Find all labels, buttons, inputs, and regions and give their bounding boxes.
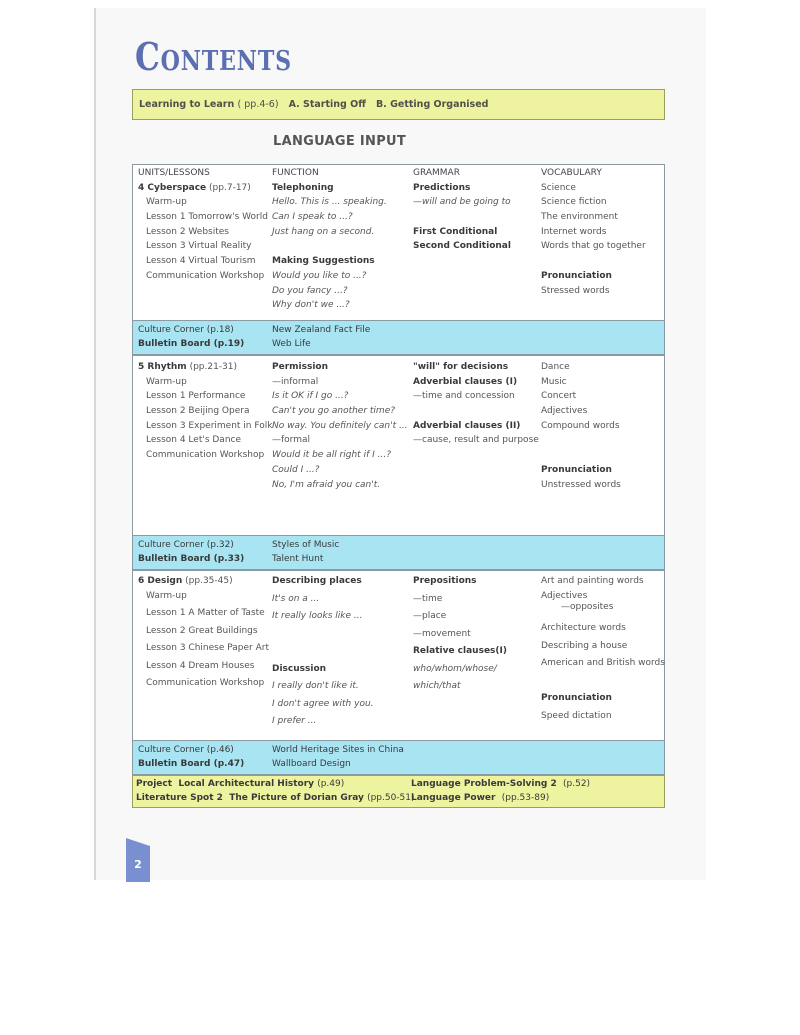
function-item: Can I speak to ...? <box>272 212 353 223</box>
header-units: UNITS/LESSONS <box>138 168 210 178</box>
bulletin-board-value: Web Life <box>272 339 311 349</box>
function-item: Would it be all right if I ...? <box>272 450 391 461</box>
grammar-item: which/that <box>413 681 461 691</box>
section-heading: LANGUAGE INPUT <box>273 134 407 149</box>
culture-corner-label: Culture Corner (p.32) <box>138 540 234 550</box>
function-item: No way. You definitely can't ... <box>272 420 408 431</box>
unit-4-grammar-col <box>413 166 511 254</box>
unit-5-vocabulary-col <box>541 360 621 492</box>
vocab-item: Adjectives <box>541 406 588 417</box>
vocab-item: Music <box>541 376 567 387</box>
unit-4-culture-band <box>132 320 665 355</box>
pronunciation-item: Speed dictation <box>541 710 612 721</box>
lesson-item: Communication Workshop <box>146 450 265 461</box>
footer-band <box>132 775 665 808</box>
unit-6-culture-band <box>132 740 665 775</box>
unit-6-function-col <box>272 574 374 732</box>
vocab-item: Describing a house <box>541 640 628 651</box>
grammar-item: —movement <box>413 628 471 639</box>
vocab-item: Science fiction <box>541 197 607 208</box>
lesson-item: Lesson 2 Great Buildings <box>146 625 258 636</box>
page-number-tab <box>126 846 150 882</box>
unit-5-title: 5 Rhythm (pp.21-31) <box>138 362 238 372</box>
function-item: Just hang on a second. <box>272 226 375 237</box>
grammar-item: —will and be going to <box>413 197 511 208</box>
vocab-item: Internet words <box>541 226 607 237</box>
header-vocabulary: VOCABULARY <box>541 168 602 178</box>
function-item: —formal <box>272 435 310 446</box>
grammar-item: —cause, result and purpose <box>413 435 539 446</box>
bulletin-board-value: Talent Hunt <box>272 554 324 564</box>
language-power-entry: Language Power (pp.53-89) <box>411 793 550 803</box>
page-number: 2 <box>134 857 142 871</box>
function-item: Can't you go another time? <box>272 406 396 417</box>
lesson-item: Warm-up <box>146 590 187 601</box>
unit-5-grammar-col <box>413 360 539 448</box>
vocab-item: —opposites <box>561 602 614 612</box>
lesson-item: Warm-up <box>146 376 187 387</box>
vocab-item: Adjectives <box>541 591 588 601</box>
unit-5-block <box>132 355 665 536</box>
vocab-item: The environment <box>541 212 618 223</box>
function-item: Why don't we ...? <box>272 300 350 311</box>
grammar-heading: Adverbial clauses (I) <box>413 376 518 387</box>
function-heading: Permission <box>272 362 328 372</box>
function-item: —informal <box>272 376 319 387</box>
unit-4-function-col <box>272 166 387 313</box>
lesson-item: Lesson 2 Beijing Opera <box>146 406 250 417</box>
grammar-heading: Second Conditional <box>413 241 511 252</box>
pronunciation-heading: Pronunciation <box>541 693 612 703</box>
unit-6-block <box>132 570 665 741</box>
lesson-item: Lesson 3 Chinese Paper Art <box>146 643 269 654</box>
getting-organised-label: B. Getting Organised <box>375 99 489 110</box>
lesson-item: Lesson 4 Virtual Tourism <box>146 256 256 267</box>
lesson-item: Lesson 1 Performance <box>146 391 246 402</box>
grammar-heading: Relative clauses(I) <box>413 646 507 656</box>
page-title: Contents <box>135 34 292 79</box>
pronunciation-item: Unstressed words <box>541 479 621 490</box>
unit-6-lessons-col <box>138 574 269 694</box>
unit-6-grammar-col <box>413 574 507 697</box>
unit-4-block <box>132 164 665 321</box>
grammar-heading: First Conditional <box>413 226 498 237</box>
grammar-heading: Predictions <box>413 182 471 193</box>
lesson-item: Lesson 4 Dream Houses <box>146 660 255 671</box>
bulletin-board-label: Bulletin Board (p.47) <box>138 759 245 769</box>
project-entry: Project Local Architectural History (p.49) <box>136 779 345 789</box>
vocab-item: American and British words <box>541 658 665 668</box>
grammar-heading: Adverbial clauses (II) <box>413 420 521 431</box>
grammar-item: —time and concession <box>413 391 515 402</box>
language-problem-solving-entry: Language Problem-Solving 2 (p.52) <box>411 779 591 789</box>
header-function: FUNCTION <box>272 168 319 178</box>
function-item: I don't agree with you. <box>272 698 374 709</box>
vocab-item: Architecture words <box>541 623 626 633</box>
function-item: I really don't like it. <box>272 681 359 691</box>
function-item: Could I ...? <box>272 464 320 475</box>
lesson-item: Communication Workshop <box>146 678 265 689</box>
culture-corner-value: World Heritage Sites in China <box>272 745 404 755</box>
function-heading: Describing places <box>272 576 362 586</box>
unit-5-function-col <box>272 360 408 492</box>
function-item: Is it OK if I go ...? <box>272 391 349 402</box>
culture-corner-label: Culture Corner (p.18) <box>138 325 234 335</box>
unit-4-title: 4 Cyberspace (pp.7-17) <box>138 182 251 193</box>
lesson-item: Lesson 1 Tomorrow's World <box>146 212 268 223</box>
function-item: Hello. This is ... speaking. <box>272 197 387 208</box>
vocab-item: Science <box>541 182 576 193</box>
unit-6-title: 6 Design (pp.35-45) <box>138 576 233 586</box>
literature-spot-entry: Literature Spot 2 The Picture of Dorian Gray (pp.50-51) <box>136 793 415 803</box>
culture-corner-label: Culture Corner (p.46) <box>138 745 234 755</box>
bulletin-board-label: Bulletin Board (p.33) <box>138 554 245 564</box>
vocab-item: Art and painting words <box>541 576 644 586</box>
function-item: No, I'm afraid you can't. <box>272 479 381 490</box>
lesson-item: Lesson 3 Experiment in Folk <box>146 420 273 431</box>
lesson-item: Lesson 4 Let's Dance <box>146 435 242 446</box>
grammar-heading: "will" for decisions <box>413 362 509 372</box>
function-heading: Telephoning <box>272 182 334 193</box>
bulletin-board-label: Bulletin Board (p.19) <box>138 339 245 349</box>
unit-6-vocabulary-col <box>541 574 665 726</box>
lesson-item: Lesson 1 A Matter of Taste <box>146 608 265 619</box>
vocab-item: Concert <box>541 391 577 402</box>
lesson-item: Lesson 2 Websites <box>146 226 229 237</box>
function-heading: Discussion <box>272 663 327 674</box>
function-item: It really looks like ... <box>272 611 363 621</box>
unit-5-culture-band <box>132 535 665 570</box>
function-item: It's on a ... <box>272 593 320 604</box>
lesson-item: Warm-up <box>146 197 187 208</box>
function-item: I prefer ... <box>272 716 317 726</box>
ltl-label: Learning to Learn ( pp.4-6) <box>139 99 279 110</box>
starting-off-label: A. Starting Off <box>288 99 366 110</box>
pronunciation-item: Stressed words <box>541 285 610 296</box>
vocab-item: Words that go together <box>541 241 646 252</box>
function-heading: Making Suggestions <box>272 256 375 267</box>
function-item: Do you fancy ...? <box>272 285 348 296</box>
lesson-item: Lesson 3 Virtual Reality <box>146 241 252 252</box>
vocab-item: Compound words <box>541 420 620 431</box>
unit-4-lessons-col <box>138 166 268 284</box>
vocab-item: Dance <box>541 362 570 372</box>
unit-5-lessons-col <box>138 360 272 463</box>
grammar-heading: Prepositions <box>413 576 477 586</box>
unit-4-vocabulary-col <box>541 166 646 298</box>
grammar-item: —time <box>413 593 443 604</box>
pronunciation-heading: Pronunciation <box>541 270 612 281</box>
lesson-item: Communication Workshop <box>146 270 265 281</box>
header-grammar: GRAMMAR <box>413 168 460 178</box>
culture-corner-value: New Zealand Fact File <box>272 325 371 335</box>
learning-to-learn-bar <box>132 89 665 120</box>
culture-corner-value: Styles of Music <box>272 540 340 550</box>
grammar-item: who/whom/whose/ <box>413 663 497 674</box>
bulletin-board-value: Wallboard Design <box>272 759 351 769</box>
function-item: Would you like to ...? <box>272 270 367 281</box>
grammar-item: —place <box>413 611 447 621</box>
pronunciation-heading: Pronunciation <box>541 464 612 475</box>
